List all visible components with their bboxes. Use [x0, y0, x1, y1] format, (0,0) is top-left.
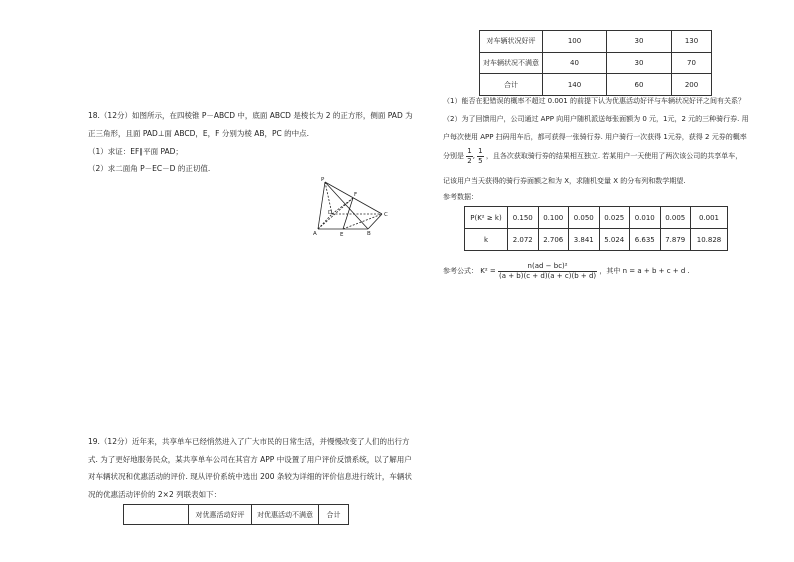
table-cell: 10.828 — [691, 229, 728, 251]
prob-suffix: ，且各次获取骑行券的结果相互独立. 若某用户一天使用了两次该公司的共享单车， — [485, 152, 743, 160]
table-cell: 合计 — [480, 74, 543, 96]
table-cell: 30 — [607, 31, 672, 53]
formula-lhs: K² = — [480, 267, 496, 275]
part2-line3: 分别是 $\frac{1}{2}$ , $\frac{1}{5}$ ，且各次获取骑行券的结果相互独立. 若某用户一天使用了两次该公司的共享单车， — [443, 146, 743, 165]
table-cell: P(K² ≥ k) — [465, 207, 508, 229]
fraction-one-half: $\frac{1}{2}$ — [467, 146, 472, 165]
table-cell: 100 — [543, 31, 607, 53]
table-row — [480, 31, 712, 53]
q18-line2: 正三角形，且面 PAD⊥面 ABCD，E，F 分别为棱 AB，PC 的中点. — [88, 129, 310, 138]
table-cell: 30 — [607, 52, 672, 74]
table-row — [465, 229, 728, 251]
q19-line4: 况的优惠活动评价的 2×2 列联表如下： — [88, 490, 222, 499]
q18-sub1: （1）求证：EF∥平面 PAD； — [88, 147, 183, 156]
table-cell: 5.024 — [599, 229, 630, 251]
label-c: C — [384, 212, 388, 218]
label-d: D — [328, 210, 333, 216]
q19-line1: 19.（12分）近年来，共享单车已经悄然进入了广大市民的日常生活，并慢慢改变了人们的出行方 — [88, 437, 410, 446]
table-cell: 200 — [672, 74, 712, 96]
q19-line3: 对车辆状况和优惠活动的评价. 现从评价系统中选出 200 条较为详细的评价信息进行统计，车辆状 — [88, 472, 412, 481]
table-cell: 0.001 — [691, 207, 728, 229]
formula-tail: ，其中 n = a + b + c + d . — [599, 267, 690, 275]
table-cell: 0.100 — [538, 207, 569, 229]
header-cell-empty — [124, 505, 189, 525]
reference-table — [464, 206, 728, 251]
label-f: F — [354, 192, 358, 198]
table-cell: 3.841 — [569, 229, 600, 251]
table-cell: 0.025 — [599, 207, 630, 229]
table-cell: 6.635 — [630, 229, 661, 251]
table-row — [465, 207, 728, 229]
table-cell: k — [465, 229, 508, 251]
contingency-table — [479, 30, 712, 96]
table-cell: 2.706 — [538, 229, 569, 251]
table-cell: 2.072 — [508, 229, 539, 251]
label-p: P — [321, 177, 325, 183]
pyramid-figure — [308, 174, 392, 238]
formula-fraction: $\frac{\text{n(ad − bc)²}}{(a + b)(c + d)(a + c)(b + d)}$ — [498, 261, 597, 280]
part1-text: （1）能否在犯错误的概率不超过 0.001 的前提下认为优惠活动好评与车辆状况好评之间有关系？ — [443, 97, 745, 105]
q19-line2: 式. 为了更好地服务民众，某共享单车公司在其官方 APP 中设置了用户评价反馈系统，以了解用户 — [88, 455, 412, 464]
header-cell-bad: 对优惠活动不满意 — [252, 505, 319, 525]
label-a: A — [313, 231, 317, 237]
table-cell: 130 — [672, 31, 712, 53]
table-cell: 40 — [543, 52, 607, 74]
header-cell-good: 对优惠活动好评 — [189, 505, 252, 525]
table-cell: 60 — [607, 74, 672, 96]
q18-line1: 18.（12分）如图所示，在四棱锥 P－ABCD 中，底面 ABCD 是棱长为 2 的正方形，侧面 PAD 为 — [88, 111, 413, 120]
table-cell: 140 — [543, 74, 607, 96]
q18-sub2: （2）求二面角 P－EC－D 的正切值. — [88, 164, 211, 173]
header-cell-total: 合计 — [319, 505, 349, 525]
table-cell: 对车辆状况不满意 — [480, 52, 543, 74]
label-b: B — [367, 231, 371, 237]
prob-prefix: 分别是 — [443, 152, 464, 160]
label-e: E — [340, 232, 344, 238]
reference-formula — [443, 259, 690, 283]
table-row — [480, 52, 712, 74]
table-cell: 7.879 — [660, 229, 691, 251]
part2-line2: 户每次使用 APP 扫码用车后，都可获得一张骑行券. 用户骑行一次获得 1元券，获得 2 元券的概率 — [443, 133, 747, 141]
table-cell: 对车辆状况好评 — [480, 31, 543, 53]
table-cell: 0.150 — [508, 207, 539, 229]
formula-label: 参考公式： — [443, 267, 478, 275]
contingency-header-table — [123, 504, 349, 525]
fraction-one-fifth: $\frac{1}{5}$ — [478, 146, 483, 165]
table-cell: 70 — [672, 52, 712, 74]
table-cell: 0.010 — [630, 207, 661, 229]
table-cell: 0.005 — [660, 207, 691, 229]
reference-data-label: 参考数据： — [443, 193, 478, 201]
part2-line1: （2）为了回馈用户，公司通过 APP 向用户随机派送每张面额为 0 元，1元，2 元的三种骑行券. 用 — [443, 115, 749, 123]
table-cell: 0.050 — [569, 207, 600, 229]
table-row — [480, 74, 712, 96]
part2-line4: 记该用户当天获得的骑行券面额之和为 X，求随机变量 X 的分布列和数学期望. — [443, 177, 686, 185]
